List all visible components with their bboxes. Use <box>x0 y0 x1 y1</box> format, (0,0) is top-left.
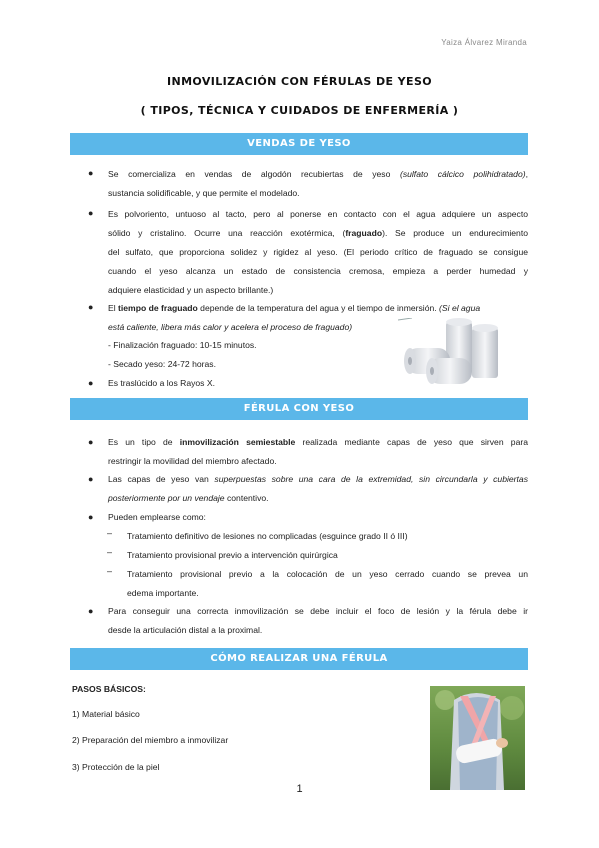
document-subtitle: ( TIPOS, TÉCNICA Y CUIDADOS DE ENFERMERÍA ) <box>140 104 459 117</box>
ferula-use-3-line-1: Tratamiento provisional previo a la colocación de un yeso cerrado cuando se prevea un <box>127 569 528 579</box>
ferula-bullet-2-line-2: posteriormente por un vendaje contentivo. <box>108 493 269 503</box>
section-banner-vendas: VENDAS DE YESO <box>70 133 528 155</box>
bullet-icon: ● <box>88 474 94 484</box>
bullet-icon: ● <box>88 168 94 178</box>
dash-icon: – <box>107 566 113 576</box>
pasos-heading: PASOS BÁSICOS: <box>72 684 146 694</box>
ferula-use-2: Tratamiento provisional previo a intervención quirúrgica <box>127 550 338 560</box>
bullet-icon: ● <box>88 378 94 388</box>
document-title: INMOVILIZACIÓN CON FÉRULAS DE YESO <box>166 75 433 88</box>
dash-icon: – <box>107 528 113 538</box>
bullet-icon: ● <box>88 437 94 447</box>
fraguado-time: - Finalización fraguado: 10-15 minutos. <box>108 340 257 350</box>
dash-icon: – <box>107 547 113 557</box>
vendas-bullet-3-line-1: El tiempo de fraguado depende de la temperatura del agua y el tiempo de inmersión. (Si el agua <box>108 303 481 313</box>
vendas-bullet-4: Es traslúcido a los Rayos X. <box>108 378 215 388</box>
secado-time: - Secado yeso: 24-72 horas. <box>108 359 216 369</box>
page-number: 1 <box>296 783 303 795</box>
ferula-bullet-4-line-1: Para conseguir una correcta inmovilización se debe incluir el foco de lesión y la férula debe ir <box>108 606 528 616</box>
vendas-bullet-2-line-2: sólido y cristalino. Ocurre una reacción exotérmica, (fraguado). Se produce un endurecimiento <box>108 228 529 238</box>
vendas-bullet-1-line-2: sustancia solidificable, y que permite el modelado. <box>108 188 300 198</box>
bullet-icon: ● <box>88 302 94 312</box>
ferula-bullet-3: Pueden emplearse como: <box>108 512 206 522</box>
ferula-use-1: Tratamiento definitivo de lesiones no complicadas (esguince grado II ó III) <box>127 531 408 541</box>
ferula-bullet-2-line-1: Las capas de yeso van superpuestas sobre una cara de la extremidad, sin circundarla y cubiertas <box>108 474 529 484</box>
author-name: Yaiza Álvarez Miranda <box>441 38 527 47</box>
step-3: 3) Protección de la piel <box>72 762 160 772</box>
vendas-bullet-1-line-1: Se comercializa en vendas de algodón recubiertas de yeso (sulfato cálcico polihidratado), <box>108 169 528 179</box>
bullet-icon: ● <box>88 512 94 522</box>
section-banner-ferula: FÉRULA CON YESO <box>70 398 528 420</box>
ferula-bullet-1-line-2: restringir la movilidad del miembro afectado. <box>108 456 277 466</box>
section-banner-como: CÓMO REALIZAR UNA FÉRULA <box>70 648 528 670</box>
step-1: 1) Material básico <box>72 709 140 719</box>
plaster-rolls-image <box>398 318 508 388</box>
bullet-icon: ● <box>88 208 94 218</box>
vendas-bullet-3-line-2: está caliente, libera más calor y acelera el proceso de fraguado) <box>108 322 353 332</box>
vendas-bullet-2-line-3: del sulfato, que proporciona solidez y rigidez al yeso. (El periodo crítico de fraguado se consigue <box>108 247 528 257</box>
vendas-bullet-2-line-4: cuando el yeso alcanza un estado de consistencia cremosa, empieza a perder humedad y <box>108 266 528 276</box>
bullet-icon: ● <box>88 606 94 616</box>
vendas-bullet-2-line-5: adquiere elasticidad y un aspecto brillante.) <box>108 285 274 295</box>
vendas-bullet-2-line-1: Es polvoriento, untuoso al tacto, pero al ponerse en contacto con el agua adquiere un aspecto <box>108 209 528 219</box>
ferula-bullet-1-line-1: Es un tipo de inmovilización semiestable realizada mediante capas de yeso que sirven para <box>108 437 528 447</box>
step-2: 2) Preparación del miembro a inmovilizar <box>72 735 229 745</box>
ferula-use-3-line-2: edema importante. <box>127 588 199 598</box>
ferula-bullet-4-line-2: desde la articulación distal a la proximal. <box>108 625 263 635</box>
child-arm-splint-image <box>430 686 525 790</box>
